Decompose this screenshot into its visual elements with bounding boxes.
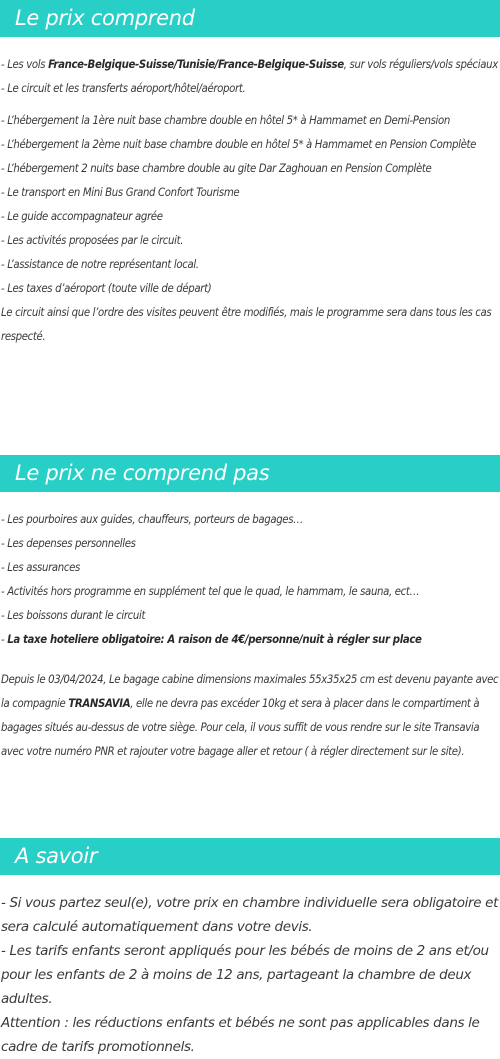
list-item: - Le guide accompagnateur agrée [1,210,163,223]
good-to-know-list [1,891,499,1059]
list-item: - Les assurances [1,561,80,574]
airline-name: TRANSAVIA [68,697,131,710]
section-header-good-to-know: A savoir [0,838,500,875]
baggage-note: Depuis le 03/04/2024, Le bagage cabine dimensions maximales 55x35x25 cm est devenu payante avec la compagnie TRANSAVIA, elle ne devra pas excéder 10kg et sera à placer dans le compartiment à bagages situés au-dessus de votre siège. Pour cela, il vous suffit de vous rendre sur le site Transavia avec votre numéro PNR et rajouter votre bagage aller et retour ( à régler directement sur le site). [1,673,499,758]
list-item: - Si vous partez seul(e), votre prix en chambre individuelle sera obligatoire et sera calculé automatiquement dans votre devis. [1,895,499,935]
section-header-included: Le prix comprend [0,0,500,37]
included-list [1,53,499,349]
list-item: - Les taxes d’aéroport (toute ville de départ) [1,282,212,295]
list-item: - Les tarifs enfants seront appliqués pour les bébés de moins de 2 ans et/ou pour les enfants de 2 à moins de 12 ans, partageant la chambre de deux adultes. [1,943,489,1007]
list-item: - Les boissons durant le circuit [1,609,146,622]
list-item: - L’hébergement la 2ème nuit base chambre double en hôtel 5* à Hammamet en Pension Complète [1,138,477,151]
list-item: - Les activités proposées par le circuit. [1,234,184,247]
list-item: Attention : les réductions enfants et bébés ne sont pas applicables dans le cadre de tarifs promotionnels. [1,1015,480,1055]
list-item: - Le transport en Mini Bus Grand Confort Tourisme [1,186,240,199]
flight-route: France-Belgique-Suisse/Tunisie/France-Belgique-Suisse [48,58,344,71]
section-header-not-included: Le prix ne comprend pas [0,455,500,492]
list-item: - Les vols France-Belgique-Suisse/Tunisie/France-Belgique-Suisse, sur vols réguliers/vols spéciaux [1,58,498,71]
list-item: - Le circuit et les transferts aéroport/hôtel/aéroport. [1,82,246,95]
list-item: - Les depenses personnelles [1,537,136,550]
hotel-tax-item: - La taxe hoteliere obligatoire: A raison de 4€/personne/nuit à régler sur place [1,633,422,646]
list-item: - L’assistance de notre représentant local. [1,258,199,271]
not-included-list [1,508,499,764]
list-item: - Les pourboires aux guides, chauffeurs, porteurs de bagages… [1,513,303,526]
list-item: - Activités hors programme en supplément tel que le quad, le hammam, le sauna, ect… [1,585,420,598]
itinerary-note: Le circuit ainsi que l’ordre des visites peuvent être modifiés, mais le programme sera dans tous les cas respecté. [1,306,492,343]
list-item: - L’hébergement 2 nuits base chambre double au gite Dar Zaghouan en Pension Complète [1,162,432,175]
list-item: - L’hébergement la 1ère nuit base chambre double en hôtel 5* à Hammamet en Demi-Pension [1,114,450,127]
